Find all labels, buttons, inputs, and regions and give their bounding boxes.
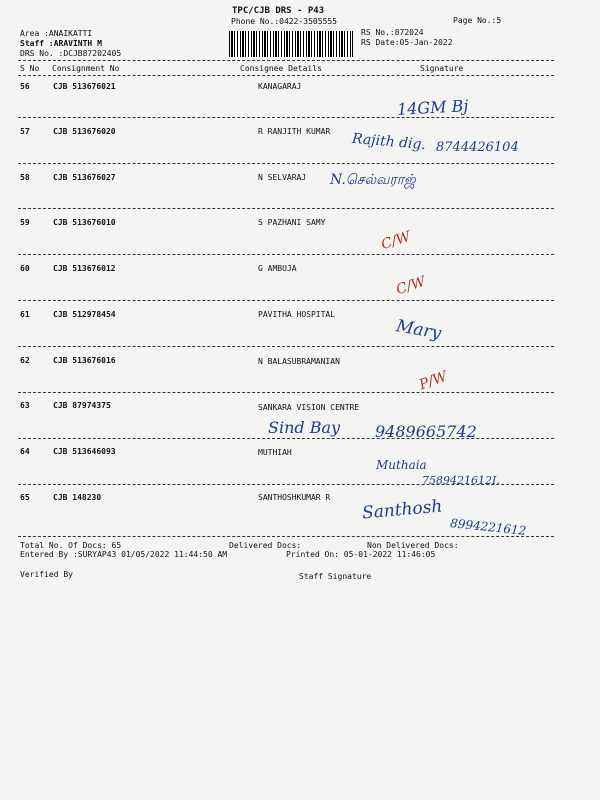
row-sno: 60 [20,264,30,273]
staff-label: Staff :ARAVINTH M [20,39,102,48]
row-sno: 65 [20,493,30,502]
handwritten-phone: 7589421612I. [422,474,500,487]
row-sno: 58 [20,173,30,182]
row-consignee: N SELVARAJ [258,173,307,182]
divider [18,392,554,393]
divider [18,536,554,537]
row-consignment: CJB 513676027 [53,173,116,182]
row-consignment: CJB 513676021 [53,82,116,91]
verified-by: Verified By [20,570,73,579]
row-consignee: R RANJITH KUMAR [258,127,331,136]
handwritten-status: P/W [417,368,450,394]
handwritten-signature: Sind Bay [268,418,341,437]
handwritten-signature: Mary [394,316,443,344]
divider [18,75,554,76]
row-consignee: SANKARA VISION CENTRE [258,403,360,412]
row-consignee: PAVITHA HOSPITAL [258,310,336,319]
row-consignment: CJB 512978454 [53,310,116,319]
divider [18,254,554,255]
row-consignment: CJB 513676016 [53,356,116,365]
handwritten-phone: 9489665742 [375,422,477,441]
area-label: Area :ANAIKATTI [20,29,93,38]
phone-number: Phone No.:0422-3505555 [231,17,337,26]
document-title: TPC/CJB DRS - P43 [232,6,325,16]
row-consignment: CJB 513676010 [53,218,116,227]
divider [18,117,554,118]
handwritten-phone: 8744426104 [436,140,519,155]
page-number: Page No.:5 [453,16,502,25]
col-signature: Signature [420,64,464,73]
row-sno: 56 [20,82,30,91]
handwritten-signature: N.செல்வராஜ் [330,172,416,188]
entered-by: Entered By :SURYAP43 01/05/2022 11:44:50 AM [20,550,228,559]
handwritten-status: C/W [394,273,428,299]
total-docs: Total No. Of Docs: 65 [20,541,122,550]
row-sno: 57 [20,127,30,136]
row-consignment: CJB 148230 [53,493,102,502]
col-consignee: Consignee Details [240,64,322,73]
col-consignment: Consignment No [52,64,120,73]
handwritten-signature: Rajith dig. [351,130,427,154]
divider [18,208,554,209]
divider [18,60,554,61]
row-consignment: CJB 513676012 [53,264,116,273]
row-sno: 63 [20,401,30,410]
row-consignee: SANTHOSHKUMAR R [258,493,331,502]
divider [18,163,554,164]
printed-on: Printed On: 05-01-2022 11:46:05 [286,550,436,559]
row-consignee: MUTHIAH [258,448,292,457]
row-sno: 59 [20,218,30,227]
row-consignment: CJB 513676020 [53,127,116,136]
handwritten-signature: Santhosh [361,496,444,524]
divider [18,346,554,347]
row-sno: 64 [20,447,30,456]
handwritten-phone: 8994221612 [449,516,527,538]
row-consignee: KANAGARAJ [258,82,302,91]
handwritten-signature: Muthaia [376,458,427,472]
row-consignment: CJB 513646093 [53,447,116,456]
non-delivered-docs: Non Delivered Docs: [367,541,459,550]
delivered-docs: Delivered Docs: [229,541,302,550]
barcode-image [229,31,353,57]
row-consignment: CJB 87974375 [53,401,111,410]
row-consignee: G AMBUJA [258,264,297,273]
rs-number: RS No.:872024 [361,28,424,37]
divider [18,300,554,301]
rs-date: RS Date:05-Jan-2022 [361,38,453,47]
col-sno: S No [20,64,40,73]
row-sno: 62 [20,356,30,365]
drs-number: DRS No. :DCJB87202405 [20,49,122,58]
handwritten-status: C/W [379,228,413,254]
row-consignee: S PAZHANI SAMY [258,218,326,227]
handwritten-signature: 14GM Bj [396,96,469,119]
row-consignee: N BALASUBRAMANIAN [258,357,340,366]
staff-signature: Staff Signature [299,572,372,581]
row-sno: 61 [20,310,30,319]
